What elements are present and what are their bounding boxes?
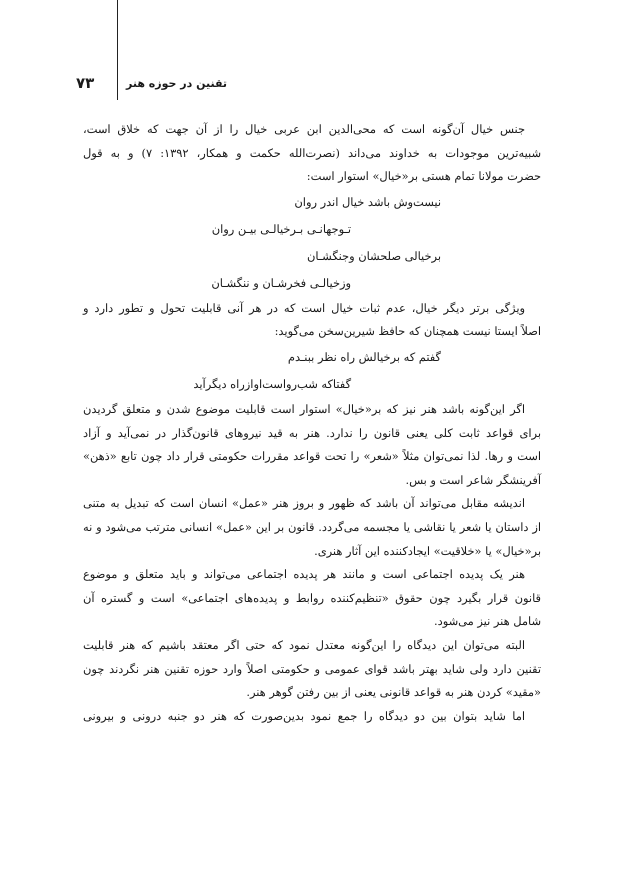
verse-line: نیست‌وش باشد خیال اندر روان xyxy=(294,194,441,209)
text-line: جنس خیال آن‌گونه است که محی‌الدین ابن عربی خیال را از آن جهت که خلاق است، xyxy=(83,122,525,136)
text-line: آفرینشگر شاعر است و بس. xyxy=(405,472,541,487)
verse-line: وزخیالـی فخرشـان و ننگشـان xyxy=(211,275,351,290)
text-line: شبیه‌ترین موجودات به خداوند می‌داند (نصرت‌الله حکمت و همکار، ۱۳۹۲: ۷) و به قول xyxy=(83,145,541,160)
text-line: اگر این‌گونه باشد هنر نیز که بر«خیال» استوار است قابلیت موضوع شدن و متعلق گردیدن xyxy=(83,401,525,416)
text-line: «مقید» کردن هنر به قواعد قانونی یعنی از بین رفتن گوهر هنر. xyxy=(246,685,541,700)
text-line: قانون قرار بگیرد چون حقوق «تنظیم‌کننده روابط و پدیده‌های اجتماعی» است و گستره آن xyxy=(83,590,541,605)
running-title: تقنین در حوزه هنر xyxy=(126,77,228,90)
verse-line: گفتم که برخیالش راه نظر ببنـدم xyxy=(287,349,441,364)
text-line: اصلاً ایستا نیست همچنان که حافظ شیرین‌سخن می‌گوید: xyxy=(274,324,541,339)
header-divider xyxy=(117,0,118,100)
text-line: اما شاید بتوان بین دو دیدگاه را جمع نمود بدین‌صورت که هنر دو جنبه درونی و بیرونی xyxy=(83,708,525,723)
text-line: تقنین دارد ولی شاید بهتر باشد قوای عمومی و حکومتی اصلاً وارد حوزه تقنین هنر نگردند چون xyxy=(83,661,541,676)
text-line: برای قواعد ثابت کلی یعنی قانون را ندارد. هنر به قید نیروهای قانون‌گذار در نمی‌آید و آزاد xyxy=(83,425,541,440)
body-text xyxy=(83,118,541,728)
verse-line: برخیالی صلحشان وجنگشـان xyxy=(306,248,441,263)
verse-line: گفتاکه شب‌رواست‌او‌ازراه دیگرآید xyxy=(193,376,351,391)
verse-line: تـوجهانـی بـرخیالـی بیـن روان xyxy=(211,221,351,236)
text-line: البته می‌توان این دیدگاه را این‌گونه معتدل نمود که حتی اگر معتقد باشیم که هنر قابلیت xyxy=(83,637,525,652)
text-line: بر«خیال» یا «خلاقیت» ایجادکننده این آثار هنری. xyxy=(314,543,541,558)
text-line: هنر یک پدیده اجتماعی است و مانند هر پدیده اجتماعی می‌تواند و باید متعلق و موضوع xyxy=(83,567,525,582)
text-line: حضرت مولانا تمام هستی بر«خیال» استوار است: xyxy=(306,169,541,184)
text-line: اندیشه مقابل می‌تواند آن باشد که ظهور و بروز هنر «عمل» انسان است که تبدیل به متنی xyxy=(83,496,525,511)
text-line: ویژگی برتر دیگر خیال، عدم ثبات خیال است که در هر آنی قابلیت تحول و تطور دارد و xyxy=(83,300,525,315)
text-line: شامل هنر نیز می‌شود. xyxy=(434,614,541,629)
page-number: ۷۳ xyxy=(76,74,95,92)
text-line: از داستان یا شعر یا نقاشی یا مجسمه می‌گردد. قانون بر این «عمل» انسانی مترتب می‌شود و نه xyxy=(83,519,541,534)
text-line: است و رها. لذا نمی‌توان مثلاً «شعر» را تحت قواعد مقررات حکومتی قرار داد چون تابع «ذهن» xyxy=(83,449,541,464)
